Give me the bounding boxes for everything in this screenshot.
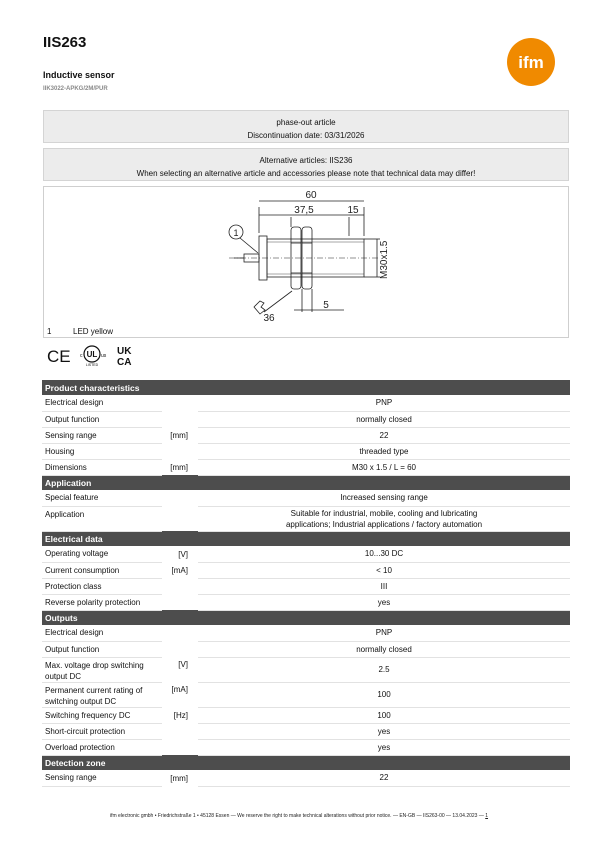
culus-mark: [80, 346, 107, 367]
table-row: Housing threaded type: [42, 443, 570, 459]
table-row: Special feature Increased sensing range: [42, 490, 570, 506]
table-row: Output function normally closed: [42, 641, 570, 657]
section-header-detection: Detection zone: [42, 755, 570, 770]
phase-out-text: phase-out article: [276, 118, 336, 127]
dim-nut: 5: [323, 300, 329, 311]
svg-text:CA: CA: [117, 357, 132, 368]
legend-text: LED yellow: [73, 327, 114, 336]
svg-text:UL: UL: [86, 350, 98, 359]
legend-number: 1: [47, 327, 52, 336]
table-row: Electrical design PNP: [42, 395, 570, 411]
table-row: Output function normally closed: [42, 411, 570, 427]
section-header-product: Product characteristics: [42, 380, 570, 395]
table-row: Sensing range [mm] 22: [42, 427, 570, 443]
dim-wrench: 36: [263, 313, 275, 324]
drawing-legend: [47, 327, 113, 336]
product-subtitle: Inductive sensor: [43, 70, 115, 80]
ce-mark: [47, 347, 71, 366]
article-code: IIK3022-APKG/2M/PUR: [43, 86, 108, 92]
table-row: Max. voltage drop switching output DC [V] 2.5: [42, 657, 570, 682]
dim-thread: M30x1.5: [379, 240, 390, 279]
footer-text: ifm electronic gmbh • Friedrichstraße 1 • 45128 Essen — We reserve the right to make technical alterations without prior notice. — EN-GB — IIS263-00 — 13.04.2023 —: [109, 813, 484, 819]
page-footer: [0, 813, 598, 819]
page-number-link[interactable]: 1: [485, 813, 489, 819]
svg-text:CE: CE: [47, 347, 71, 366]
alternatives-text: Alternative articles: IIS236: [259, 156, 353, 165]
section-header-application: Application: [42, 475, 570, 490]
table-row: Dimensions [mm] M30 x 1.5 / L = 60: [42, 459, 570, 475]
table-row: Short-circuit protection yes: [42, 723, 570, 739]
spec-table: [42, 380, 570, 787]
callout-number: 1: [233, 228, 239, 238]
table-row: Protection class III: [42, 578, 570, 594]
dim-mid: 37,5: [294, 205, 314, 216]
dim-front: 15: [347, 205, 359, 216]
table-row: Sensing range [mm] 22: [42, 770, 570, 786]
table-row: Switching frequency DC [Hz] 100: [42, 707, 570, 723]
table-row: Operating voltage [V] 10...30 DC: [42, 546, 570, 562]
dimension-drawing: [43, 186, 569, 338]
alternatives-warning: When selecting an alternative article and accessories please note that technical data may differ!: [136, 169, 476, 178]
sensor-drawing: [44, 187, 570, 339]
ifm-logo: [507, 38, 555, 86]
svg-text:ifm: ifm: [518, 53, 544, 72]
section-header-electrical: Electrical data: [42, 531, 570, 546]
svg-text:UK: UK: [117, 346, 132, 357]
phase-out-notice: [43, 110, 569, 143]
table-row: Application Suitable for industrial, mobile, cooling and lubricating applications; Industrial applications / factory automation: [42, 506, 570, 531]
certification-marks: [47, 344, 142, 368]
ukca-mark: [117, 346, 132, 368]
table-row: Electrical design PNP: [42, 625, 570, 641]
product-title: IIS263: [43, 34, 87, 51]
alternatives-notice: [43, 148, 569, 181]
table-row: Current consumption [mA] < 10: [42, 562, 570, 578]
table-row: Permanent current rating of switching output DC [mA] 100: [42, 682, 570, 707]
table-row: Overload protection yes: [42, 739, 570, 755]
discontinuation-text: Discontinuation date: 03/31/2026: [247, 131, 365, 140]
svg-text:LISTED: LISTED: [85, 363, 99, 367]
svg-text:us: us: [101, 353, 107, 359]
section-header-outputs: Outputs: [42, 610, 570, 625]
svg-text:c: c: [80, 353, 83, 359]
dim-total: 60: [305, 190, 317, 201]
table-row: Reverse polarity protection yes: [42, 594, 570, 610]
